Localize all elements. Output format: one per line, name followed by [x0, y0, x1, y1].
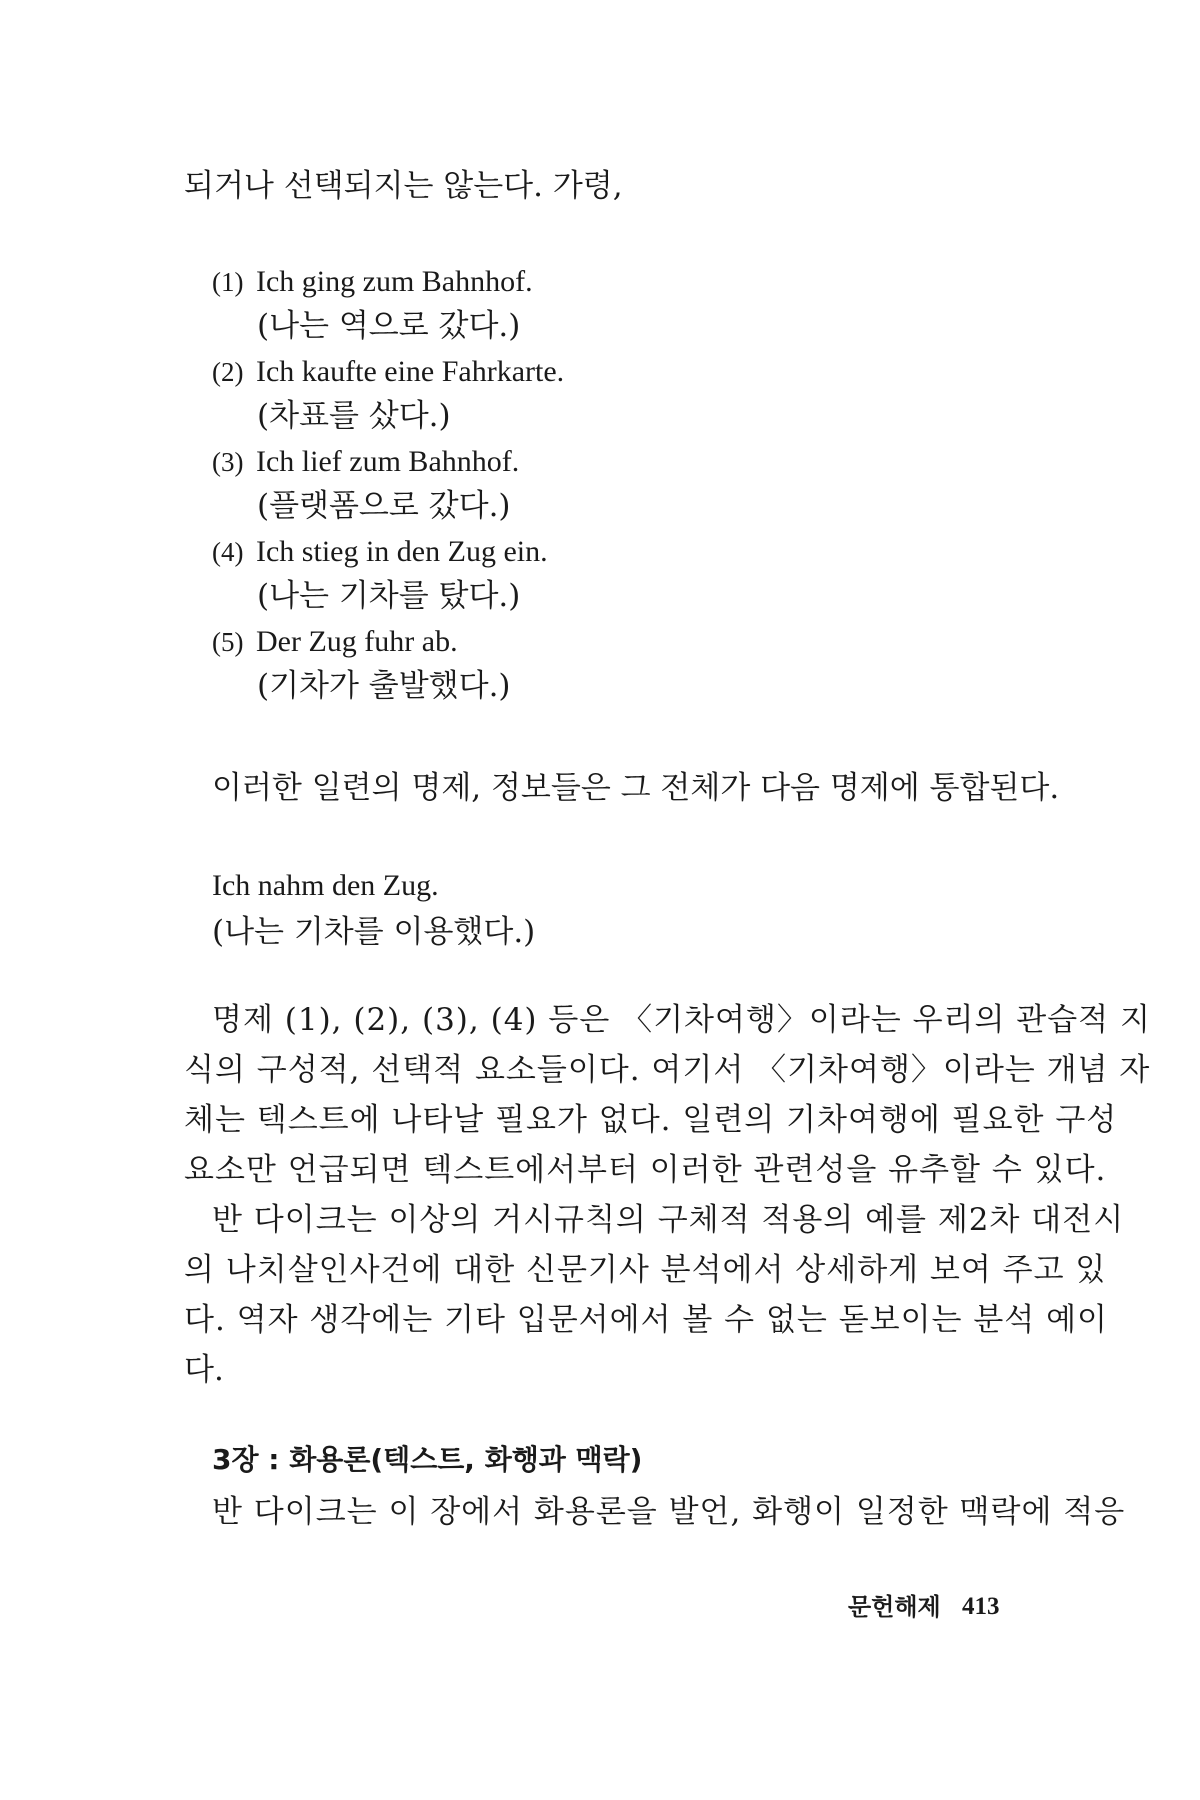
example-1-korean: (나는 역으로 갔다.): [257, 308, 521, 344]
example-1-german: [212, 262, 533, 302]
example-5-text: Der Zug fuhr ab.: [256, 625, 458, 658]
macro-example-german: Ich nahm den Zug.: [212, 869, 439, 902]
paragraph-1-line-4: 요소만 언급되면 텍스트에서부터 이러한 관련성을 유추할 수 있다.: [184, 1152, 1107, 1188]
example-5-korean: (기차가 출발했다.): [257, 668, 511, 704]
intro-line: 되거나 선택되지는 않는다. 가령,: [184, 168, 623, 204]
example-4-number: (4): [212, 537, 244, 567]
example-3-text: Ich lief zum Bahnhof.: [256, 445, 520, 478]
paragraph-2-line-3: 다. 역자 생각에는 기타 입문서에서 볼 수 없는 돋보이는 분석 예이: [184, 1302, 1108, 1338]
example-3-number: (3): [212, 447, 244, 477]
summary-line: 이러한 일련의 명제, 정보들은 그 전체가 다음 명제에 통합된다.: [212, 770, 1060, 806]
example-5-german: [212, 622, 458, 662]
example-4-german: [212, 532, 548, 572]
page-number: 413: [962, 1593, 1000, 1620]
running-footer-title: 문헌해제: [848, 1593, 941, 1621]
paragraph-1-line-3: 체는 텍스트에 나타날 필요가 없다. 일련의 기차여행에 필요한 구성: [184, 1102, 1118, 1138]
example-2-korean: (차표를 샀다.): [257, 398, 451, 434]
example-3-german: [212, 442, 519, 482]
paragraph-1-line-2: 식의 구성적, 선택적 요소들이다. 여기서 〈기차여행〉이라는 개념 자: [184, 1052, 1151, 1088]
example-2-german: [212, 352, 564, 392]
paragraph-1-line-1: 명제 (1), (2), (3), (4) 등은 〈기차여행〉이라는 우리의 관습적 지: [212, 1002, 1151, 1038]
example-2-text: Ich kaufte eine Fahrkarte.: [256, 355, 565, 388]
example-1-text: Ich ging zum Bahnhof.: [256, 265, 533, 298]
paragraph-2-line-4: 다.: [184, 1352, 224, 1388]
chapter-intro-line: 반 다이크는 이 장에서 화용론을 발언, 화행이 일정한 맥락에 적응: [212, 1494, 1126, 1530]
example-2-number: (2): [212, 357, 244, 387]
example-5-number: (5): [212, 627, 244, 657]
example-3-korean: (플랫폼으로 갔다.): [257, 488, 511, 524]
paragraph-2-line-1: 반 다이크는 이상의 거시규칙의 구체적 적용의 예를 제2차 대전시: [212, 1202, 1125, 1238]
example-4-korean: (나는 기차를 탔다.): [257, 578, 521, 614]
example-4-text: Ich stieg in den Zug ein.: [256, 535, 548, 568]
paragraph-2-line-2: 의 나치살인사건에 대한 신문기사 분석에서 상세하게 보여 주고 있: [184, 1252, 1107, 1288]
macro-example-korean: (나는 기차를 이용했다.): [212, 914, 536, 950]
example-1-number: (1): [212, 267, 244, 297]
chapter-heading: 3장 : 화용론(텍스트, 화행과 맥락): [212, 1443, 643, 1476]
